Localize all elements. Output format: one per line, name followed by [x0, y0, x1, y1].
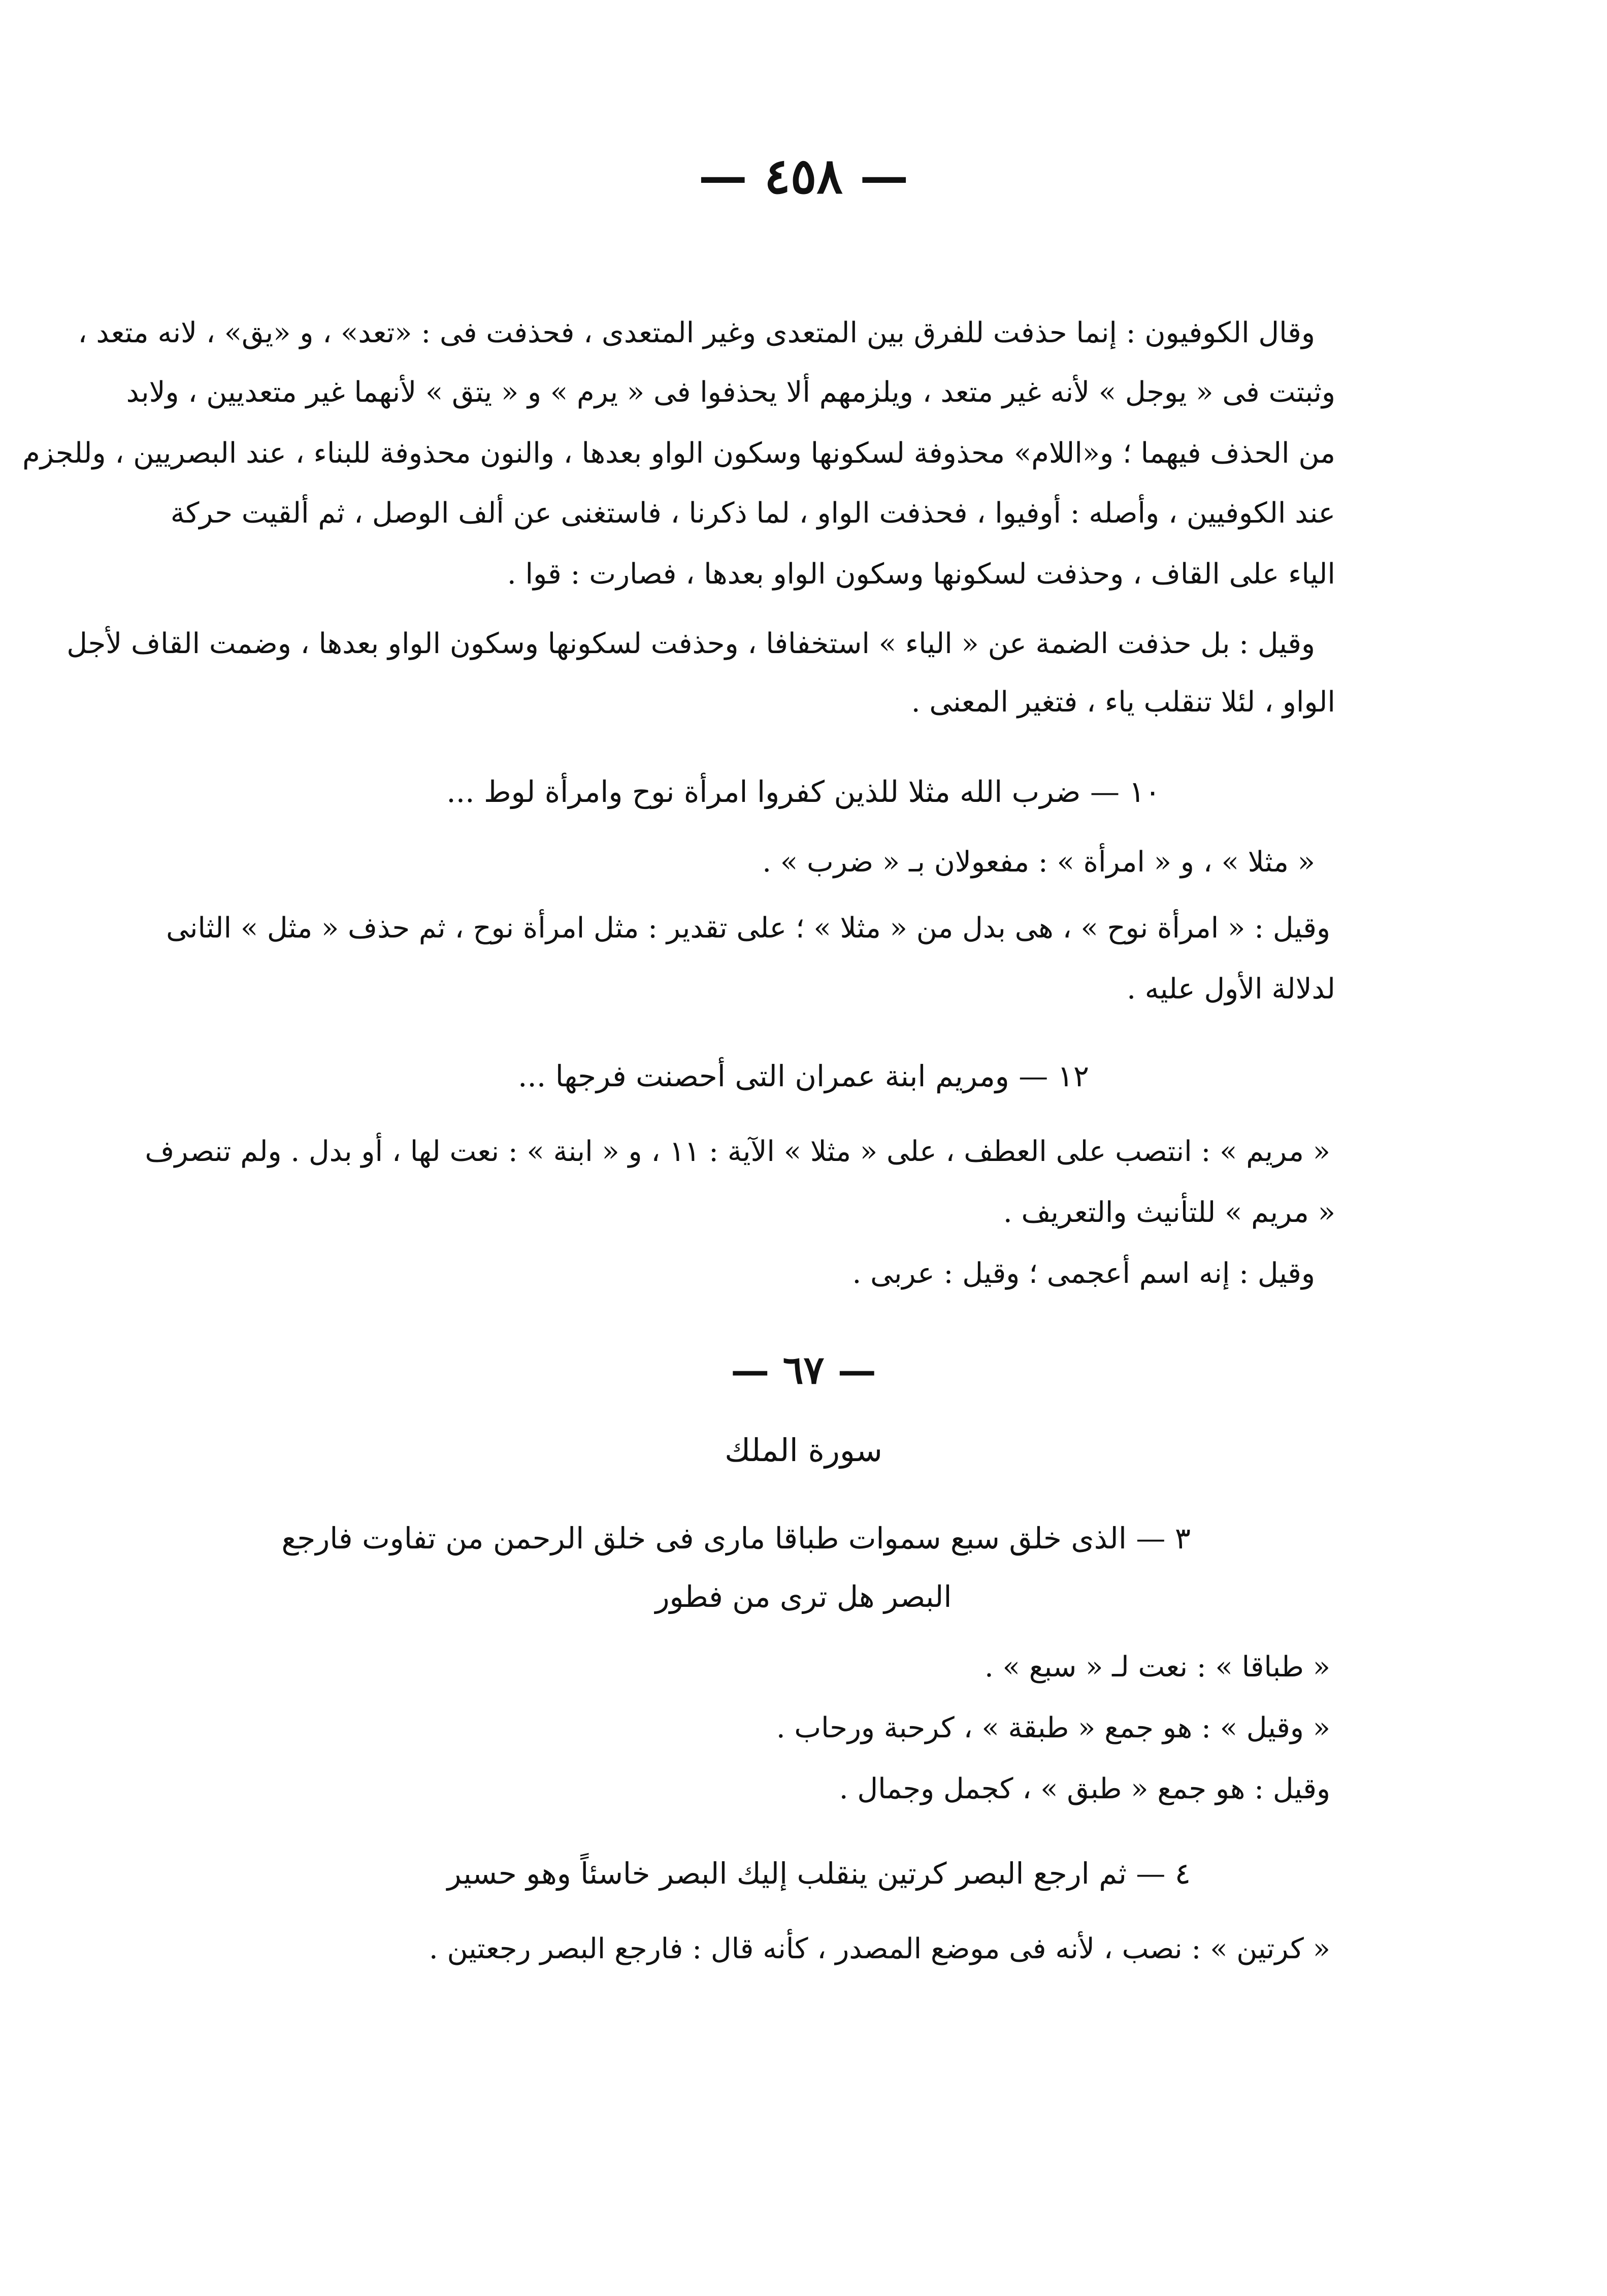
- paragraph-line: وقيل : بل حذفت الضمة عن « الياء » استخفافا ، وحذفت لسكونها وسكون الواو بعدها ، وضمت القاف لأجل: [67, 627, 1315, 660]
- paragraph-line: الواو ، لئلا تنقلب ياء ، فتغير المعنى .: [911, 686, 1335, 719]
- verse-12: ١٢ — ومريم ابنة عمران التى أحصنت فرجها ...: [518, 1059, 1089, 1093]
- verse-10-note: لدلالة الأول عليه .: [1127, 973, 1335, 1006]
- verse-3-note: « وقيل » : هو جمع « طبقة » ، كرحبة ورحاب .: [776, 1711, 1330, 1744]
- sura-title: سورة الملك: [725, 1432, 882, 1469]
- verse-12-note: « مريم » : انتصب على العطف ، على « مثلا » الآية : ١١ ، و « ابنة » : نعت لها ، أو بدل . ولم تنصرف: [145, 1135, 1330, 1168]
- verse-3: ٣ — الذى خلق سبع سموات طباقا مارى فى خلق الرحمن من تفاوت فارجع: [281, 1521, 1191, 1556]
- verse-3-note: « طباقا » : نعت لـ « سبع » .: [985, 1651, 1330, 1684]
- sura-number: — ٦٧ —: [731, 1347, 876, 1393]
- paragraph-line: الياء على القاف ، وحذفت لسكونها وسكون الواو بعدها ، فصارت : قوا .: [507, 558, 1335, 591]
- paragraph-line: وثبتت فى « يوجل » لأنه غير متعد ، ويلزمهم ألا يحذفوا فى « يرم » و « يتق » لأنهما غير متعديين ، ولابد: [126, 376, 1335, 409]
- paragraph-line: من الحذف فيهما ؛ و«اللام» محذوفة لسكونها وسكون الواو بعدها ، والنون محذوفة للبناء ، عند البصريين ، وللجزم: [22, 437, 1335, 470]
- verse-12-note: « مريم » للتأنيث والتعريف .: [1003, 1196, 1335, 1229]
- verse-3: البصر هل ترى من فطور: [655, 1579, 952, 1614]
- paragraph-line: وقال الكوفيون : إنما حذفت للفرق بين المتعدى وغير المتعدى ، فحذفت فى : «تعد» ، و «يق» ، لانه متعد ،: [78, 316, 1315, 349]
- verse-12-note: وقيل : إنه اسم أعجمى ؛ وقيل : عربى .: [852, 1257, 1315, 1290]
- verse-4-note: « كرتين » : نصب ، لأنه فى موضع المصدر ، كأنه قال : فارجع البصر رجعتين .: [429, 1932, 1330, 1965]
- verse-4: ٤ — ثم ارجع البصر كرتين ينقلب إليك البصر خاسئاً وهو حسير: [447, 1856, 1191, 1891]
- page-number: — ٤٥٨ —: [698, 147, 909, 205]
- verse-10-note: « مثلا » ، و « امرأة » : مفعولان بـ « ضرب » .: [762, 846, 1315, 879]
- paragraph-line: عند الكوفيين ، وأصله : أوفيوا ، فحذفت الواو ، لما ذكرنا ، فاستغنى عن ألف الوصل ، ثم ألقيت حركة: [170, 497, 1335, 530]
- verse-3-note: وقيل : هو جمع « طبق » ، كجمل وجمال .: [839, 1772, 1330, 1805]
- verse-10-note: وقيل : « امرأة نوح » ، هى بدل من « مثلا » ؛ على تقدير : مثل امرأة نوح ، ثم حذف « مثل » الثانى: [166, 912, 1330, 945]
- verse-10: ١٠ — ضرب الله مثلا للذين كفروا امرأة نوح وامرأة لوط ...: [446, 774, 1161, 809]
